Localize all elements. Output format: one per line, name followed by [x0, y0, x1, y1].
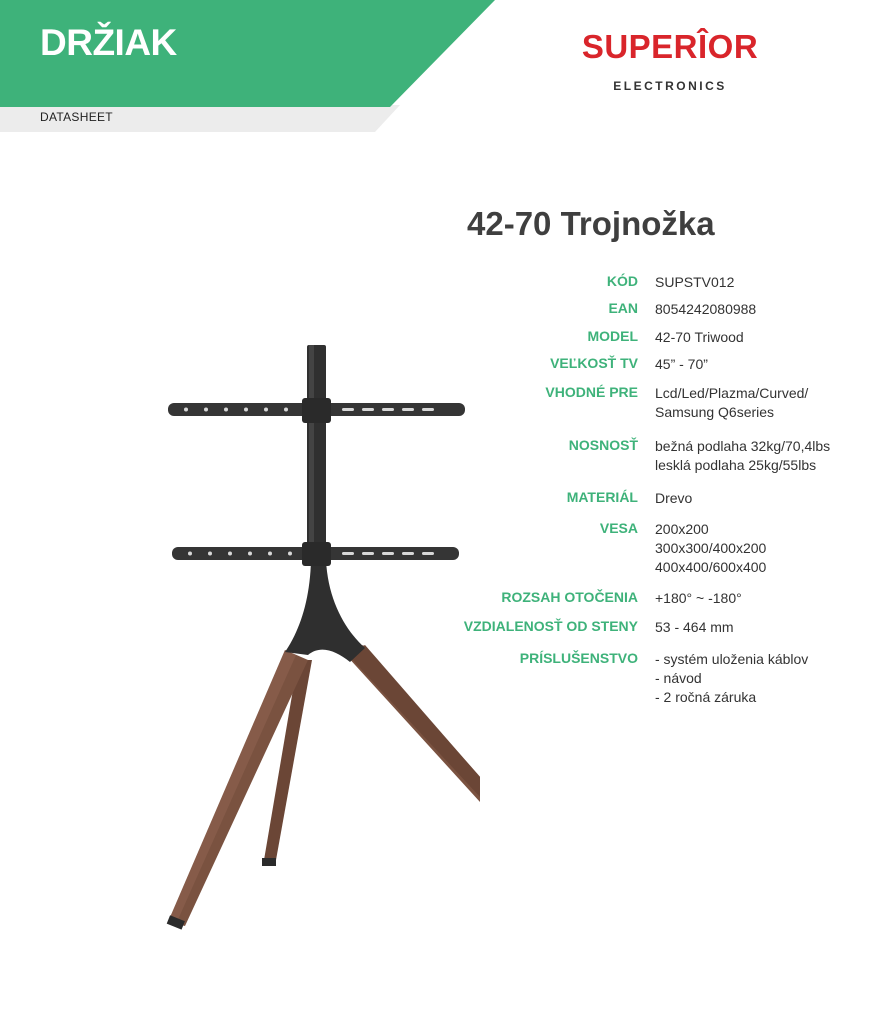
spec-key: VZDIALENOSŤ OD STENY — [463, 618, 638, 634]
brand-subtitle: ELECTRONICS — [613, 79, 727, 93]
page-title: DRŽIAK — [40, 22, 177, 63]
spec-value: Drevo — [655, 490, 693, 506]
spec-value: 200x200 300x300/400x200 400x400/600x400 — [655, 521, 767, 575]
spec-value: bežná podlaha 32kg/70,4lbs lesklá podlaha 25kg/55lbs — [655, 438, 831, 473]
spec-value: Lcd/Led/Plazma/Curved/ Samsung Q6series — [655, 385, 809, 420]
spec-value: SUPSTV012 — [655, 274, 735, 290]
tripod-stand-image — [150, 330, 480, 940]
spec-key: NOSNOSŤ — [568, 437, 638, 453]
spec-key: ROZSAH OTOČENIA — [501, 589, 638, 605]
spec-value: 42-70 Triwood — [655, 329, 744, 345]
spec-key: EAN — [608, 300, 638, 316]
spec-value: 53 - 464 mm — [655, 619, 734, 635]
spec-key: VESA — [599, 520, 638, 536]
product-title: 42-70 Trojnožka — [467, 205, 715, 242]
spec-key: MATERIÁL — [566, 489, 638, 505]
spec-value: 8054242080988 — [655, 301, 757, 317]
spec-value: +180° ~ -180° — [655, 590, 742, 606]
spec-key: MODEL — [587, 328, 638, 344]
spec-key: PRÍSLUŠENSTVO — [519, 650, 638, 666]
datasheet-label: DATASHEET — [40, 110, 113, 124]
brand-logo — [545, 30, 795, 93]
brand-name: SUPERÎOR — [581, 28, 759, 65]
spec-value: - systém uloženia káblov - návod - 2 ročná záruka — [655, 651, 809, 705]
spec-key: VHODNÉ PRE — [545, 384, 638, 400]
spec-value: 45” - 70” — [655, 356, 708, 372]
spec-key: VEĽKOSŤ TV — [550, 355, 638, 371]
spec-key: KÓD — [606, 273, 638, 289]
